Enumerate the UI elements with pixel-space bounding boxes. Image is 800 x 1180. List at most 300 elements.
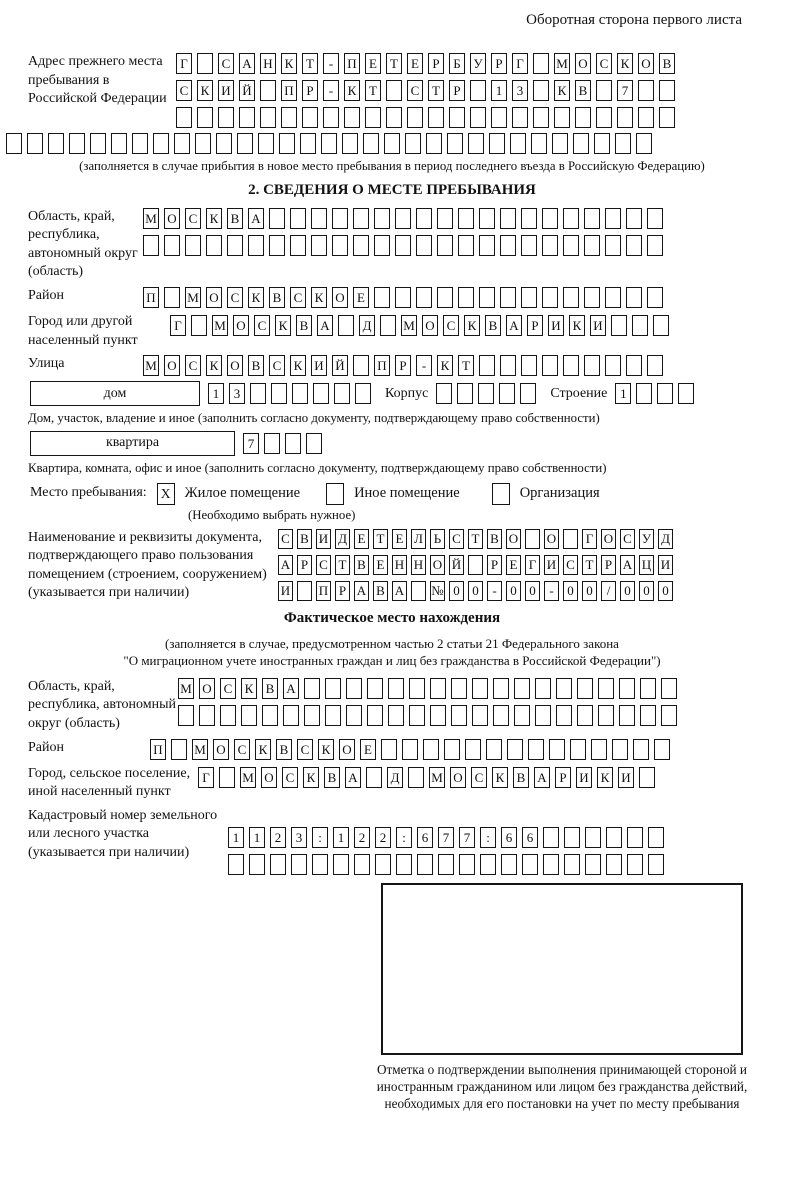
char-box[interactable]: [206, 235, 222, 256]
char-box[interactable]: [216, 133, 232, 154]
char-box[interactable]: Т: [386, 53, 402, 74]
char-box[interactable]: [164, 235, 180, 256]
char-box[interactable]: К: [554, 80, 570, 101]
char-box[interactable]: Е: [360, 739, 376, 760]
char-box[interactable]: О: [164, 208, 180, 229]
char-box[interactable]: [447, 133, 463, 154]
char-box[interactable]: О: [199, 678, 215, 699]
char-box[interactable]: [269, 235, 285, 256]
char-box[interactable]: Т: [468, 529, 483, 549]
char-box[interactable]: [480, 854, 496, 875]
char-box[interactable]: [346, 705, 362, 726]
char-box[interactable]: [374, 208, 390, 229]
char-box[interactable]: [654, 739, 670, 760]
char-box[interactable]: [648, 854, 664, 875]
char-box[interactable]: [250, 383, 266, 404]
char-box[interactable]: М: [429, 767, 445, 788]
char-box[interactable]: [237, 133, 253, 154]
char-box[interactable]: [512, 107, 528, 128]
char-box[interactable]: [598, 678, 614, 699]
char-box[interactable]: [437, 208, 453, 229]
char-box[interactable]: [605, 355, 621, 376]
char-box[interactable]: [612, 739, 628, 760]
char-box[interactable]: [521, 287, 537, 308]
char-box[interactable]: И: [311, 355, 327, 376]
char-box[interactable]: [521, 355, 537, 376]
char-box[interactable]: [478, 383, 494, 404]
char-box[interactable]: [458, 287, 474, 308]
char-box[interactable]: [522, 854, 538, 875]
char-box[interactable]: Р: [601, 555, 616, 575]
char-box[interactable]: О: [339, 739, 355, 760]
char-box[interactable]: О: [233, 315, 249, 336]
char-box[interactable]: [176, 107, 192, 128]
char-box[interactable]: Д: [335, 529, 350, 549]
char-box[interactable]: М: [192, 739, 208, 760]
char-box[interactable]: [333, 854, 349, 875]
char-box[interactable]: [269, 208, 285, 229]
char-box[interactable]: [472, 705, 488, 726]
char-box[interactable]: [619, 678, 635, 699]
char-box[interactable]: [313, 383, 329, 404]
char-box[interactable]: [344, 107, 360, 128]
char-box[interactable]: [535, 678, 551, 699]
char-box[interactable]: [191, 315, 207, 336]
char-box[interactable]: [479, 355, 495, 376]
char-box[interactable]: 1: [228, 827, 244, 848]
char-box[interactable]: Р: [297, 555, 312, 575]
char-box[interactable]: [500, 235, 516, 256]
char-box[interactable]: А: [392, 581, 407, 601]
char-box[interactable]: [409, 705, 425, 726]
char-box[interactable]: [428, 107, 444, 128]
char-box[interactable]: [627, 854, 643, 875]
char-box[interactable]: -: [323, 80, 339, 101]
char-box[interactable]: [241, 705, 257, 726]
char-box[interactable]: 3: [229, 383, 245, 404]
char-box[interactable]: [640, 705, 656, 726]
char-box[interactable]: [69, 133, 85, 154]
char-box[interactable]: О: [506, 529, 521, 549]
char-box[interactable]: -: [487, 581, 502, 601]
char-box[interactable]: [457, 383, 473, 404]
char-box[interactable]: [342, 133, 358, 154]
char-box[interactable]: [501, 854, 517, 875]
char-box[interactable]: У: [470, 53, 486, 74]
char-box[interactable]: П: [143, 287, 159, 308]
char-box[interactable]: [302, 107, 318, 128]
char-box[interactable]: [332, 235, 348, 256]
char-box[interactable]: [174, 133, 190, 154]
char-box[interactable]: [6, 133, 22, 154]
char-box[interactable]: [596, 107, 612, 128]
char-box[interactable]: М: [401, 315, 417, 336]
char-box[interactable]: -: [544, 581, 559, 601]
char-box[interactable]: 0: [449, 581, 464, 601]
char-box[interactable]: Д: [658, 529, 673, 549]
char-box[interactable]: 6: [501, 827, 517, 848]
char-box[interactable]: 0: [506, 581, 521, 601]
char-box[interactable]: [472, 678, 488, 699]
char-box[interactable]: С: [407, 80, 423, 101]
char-box[interactable]: Р: [487, 555, 502, 575]
char-box[interactable]: [533, 53, 549, 74]
char-box[interactable]: [185, 235, 201, 256]
char-box[interactable]: М: [185, 287, 201, 308]
char-box[interactable]: [577, 705, 593, 726]
char-box[interactable]: К: [464, 315, 480, 336]
char-box[interactable]: К: [344, 80, 360, 101]
char-box[interactable]: В: [485, 315, 501, 336]
char-box[interactable]: Б: [449, 53, 465, 74]
char-box[interactable]: [556, 678, 572, 699]
char-box[interactable]: 6: [417, 827, 433, 848]
char-box[interactable]: [648, 827, 664, 848]
char-box[interactable]: [171, 739, 187, 760]
char-box[interactable]: И: [316, 529, 331, 549]
char-box[interactable]: [617, 107, 633, 128]
char-box[interactable]: [321, 133, 337, 154]
char-box[interactable]: Т: [365, 80, 381, 101]
char-box[interactable]: [48, 133, 64, 154]
char-box[interactable]: Й: [449, 555, 464, 575]
char-box[interactable]: С: [449, 529, 464, 549]
char-box[interactable]: В: [373, 581, 388, 601]
char-box[interactable]: Г: [512, 53, 528, 74]
char-box[interactable]: [500, 355, 516, 376]
char-box[interactable]: [533, 107, 549, 128]
char-box[interactable]: А: [345, 767, 361, 788]
char-box[interactable]: С: [176, 80, 192, 101]
char-box[interactable]: Н: [411, 555, 426, 575]
char-box[interactable]: [514, 705, 530, 726]
char-box[interactable]: [636, 133, 652, 154]
char-box[interactable]: [638, 107, 654, 128]
char-box[interactable]: П: [150, 739, 166, 760]
char-box[interactable]: [417, 854, 433, 875]
char-box[interactable]: [491, 107, 507, 128]
char-box[interactable]: Й: [332, 355, 348, 376]
char-box[interactable]: [388, 678, 404, 699]
char-box[interactable]: С: [218, 53, 234, 74]
char-box[interactable]: О: [206, 287, 222, 308]
char-box[interactable]: [552, 133, 568, 154]
char-box[interactable]: [353, 208, 369, 229]
char-box[interactable]: [533, 80, 549, 101]
char-box[interactable]: [386, 80, 402, 101]
char-box[interactable]: [479, 208, 495, 229]
char-box[interactable]: [227, 235, 243, 256]
char-box[interactable]: [219, 767, 235, 788]
char-box[interactable]: [405, 133, 421, 154]
char-box[interactable]: М: [178, 678, 194, 699]
char-box[interactable]: -: [323, 53, 339, 74]
char-box[interactable]: 0: [658, 581, 673, 601]
char-box[interactable]: [499, 383, 515, 404]
char-box[interactable]: [395, 235, 411, 256]
char-box[interactable]: [297, 581, 312, 601]
char-box[interactable]: К: [197, 80, 213, 101]
char-box[interactable]: [354, 854, 370, 875]
char-box[interactable]: С: [185, 208, 201, 229]
char-box[interactable]: 7: [617, 80, 633, 101]
char-box[interactable]: 0: [468, 581, 483, 601]
char-box[interactable]: А: [283, 678, 299, 699]
char-box[interactable]: [615, 133, 631, 154]
char-box[interactable]: С: [185, 355, 201, 376]
char-box[interactable]: С: [254, 315, 270, 336]
char-box[interactable]: К: [206, 208, 222, 229]
char-box[interactable]: [468, 133, 484, 154]
char-box[interactable]: Г: [198, 767, 214, 788]
char-box[interactable]: [388, 705, 404, 726]
char-box[interactable]: 1: [249, 827, 265, 848]
char-box[interactable]: 7: [438, 827, 454, 848]
char-box[interactable]: [304, 678, 320, 699]
char-box[interactable]: [564, 827, 580, 848]
char-box[interactable]: [470, 80, 486, 101]
char-box[interactable]: У: [639, 529, 654, 549]
char-box[interactable]: И: [218, 80, 234, 101]
char-box[interactable]: [563, 355, 579, 376]
residential-checkbox[interactable]: X: [157, 483, 175, 505]
char-box[interactable]: [386, 107, 402, 128]
char-box[interactable]: И: [544, 555, 559, 575]
char-box[interactable]: С: [563, 555, 578, 575]
char-box[interactable]: К: [492, 767, 508, 788]
char-box[interactable]: В: [262, 678, 278, 699]
char-box[interactable]: Г: [176, 53, 192, 74]
char-box[interactable]: [153, 133, 169, 154]
char-box[interactable]: [416, 287, 432, 308]
char-box[interactable]: Т: [335, 555, 350, 575]
char-box[interactable]: Т: [582, 555, 597, 575]
char-box[interactable]: Т: [302, 53, 318, 74]
char-box[interactable]: [325, 705, 341, 726]
char-box[interactable]: [659, 80, 675, 101]
char-box[interactable]: Т: [428, 80, 444, 101]
char-box[interactable]: Р: [428, 53, 444, 74]
char-box[interactable]: [366, 767, 382, 788]
char-box[interactable]: [436, 383, 452, 404]
char-box[interactable]: Р: [555, 767, 571, 788]
char-box[interactable]: [626, 208, 642, 229]
char-box[interactable]: [426, 133, 442, 154]
char-box[interactable]: [468, 555, 483, 575]
char-box[interactable]: [493, 678, 509, 699]
char-box[interactable]: 2: [354, 827, 370, 848]
char-box[interactable]: С: [316, 555, 331, 575]
char-box[interactable]: [283, 705, 299, 726]
char-box[interactable]: [542, 287, 558, 308]
char-box[interactable]: [248, 235, 264, 256]
char-box[interactable]: [563, 529, 578, 549]
char-box[interactable]: [143, 235, 159, 256]
char-box[interactable]: [542, 235, 558, 256]
char-box[interactable]: 0: [639, 581, 654, 601]
char-box[interactable]: [626, 355, 642, 376]
char-box[interactable]: И: [618, 767, 634, 788]
char-box[interactable]: -: [416, 355, 432, 376]
char-box[interactable]: С: [227, 287, 243, 308]
char-box[interactable]: [591, 739, 607, 760]
char-box[interactable]: [449, 107, 465, 128]
char-box[interactable]: [195, 133, 211, 154]
char-box[interactable]: [596, 80, 612, 101]
char-box[interactable]: [507, 739, 523, 760]
char-box[interactable]: А: [506, 315, 522, 336]
char-box[interactable]: О: [332, 287, 348, 308]
char-box[interactable]: [647, 355, 663, 376]
char-box[interactable]: [563, 287, 579, 308]
char-box[interactable]: Е: [365, 53, 381, 74]
char-box[interactable]: [384, 133, 400, 154]
char-box[interactable]: С: [596, 53, 612, 74]
char-box[interactable]: 1: [208, 383, 224, 404]
char-box[interactable]: К: [303, 767, 319, 788]
char-box[interactable]: П: [281, 80, 297, 101]
char-box[interactable]: [381, 739, 397, 760]
char-box[interactable]: 0: [563, 581, 578, 601]
char-box[interactable]: К: [311, 287, 327, 308]
char-box[interactable]: [407, 107, 423, 128]
char-box[interactable]: [521, 235, 537, 256]
char-box[interactable]: К: [255, 739, 271, 760]
char-box[interactable]: [430, 678, 446, 699]
char-box[interactable]: А: [248, 208, 264, 229]
char-box[interactable]: О: [638, 53, 654, 74]
char-box[interactable]: [514, 678, 530, 699]
other-premises-checkbox[interactable]: [326, 483, 344, 505]
char-box[interactable]: [260, 107, 276, 128]
char-box[interactable]: [584, 208, 600, 229]
char-box[interactable]: [444, 739, 460, 760]
char-box[interactable]: :: [480, 827, 496, 848]
char-box[interactable]: [90, 133, 106, 154]
char-box[interactable]: [279, 133, 295, 154]
char-box[interactable]: :: [312, 827, 328, 848]
char-box[interactable]: [606, 827, 622, 848]
char-box[interactable]: С: [269, 355, 285, 376]
char-box[interactable]: [584, 287, 600, 308]
char-box[interactable]: М: [554, 53, 570, 74]
char-box[interactable]: [306, 433, 322, 454]
char-box[interactable]: [543, 827, 559, 848]
char-box[interactable]: М: [143, 208, 159, 229]
char-box[interactable]: [325, 678, 341, 699]
char-box[interactable]: Г: [582, 529, 597, 549]
char-box[interactable]: [465, 739, 481, 760]
apartment-type-box[interactable]: квартира: [30, 431, 235, 456]
char-box[interactable]: [365, 107, 381, 128]
char-box[interactable]: В: [276, 739, 292, 760]
char-box[interactable]: [220, 705, 236, 726]
char-box[interactable]: [542, 355, 558, 376]
char-box[interactable]: А: [534, 767, 550, 788]
char-box[interactable]: [353, 355, 369, 376]
char-box[interactable]: О: [261, 767, 277, 788]
char-box[interactable]: [332, 208, 348, 229]
char-box[interactable]: [402, 739, 418, 760]
char-box[interactable]: И: [590, 315, 606, 336]
char-box[interactable]: Д: [387, 767, 403, 788]
char-box[interactable]: [285, 433, 301, 454]
char-box[interactable]: [437, 235, 453, 256]
char-box[interactable]: [500, 208, 516, 229]
char-box[interactable]: [197, 53, 213, 74]
char-box[interactable]: В: [297, 529, 312, 549]
char-box[interactable]: №: [430, 581, 445, 601]
char-box[interactable]: И: [548, 315, 564, 336]
char-box[interactable]: [271, 383, 287, 404]
char-box[interactable]: [132, 133, 148, 154]
char-box[interactable]: [636, 383, 652, 404]
char-box[interactable]: [458, 208, 474, 229]
char-box[interactable]: [619, 705, 635, 726]
char-box[interactable]: [605, 287, 621, 308]
char-box[interactable]: [300, 133, 316, 154]
char-box[interactable]: [543, 854, 559, 875]
char-box[interactable]: С: [220, 678, 236, 699]
char-box[interactable]: Ц: [639, 555, 654, 575]
char-box[interactable]: [525, 529, 540, 549]
char-box[interactable]: [535, 705, 551, 726]
char-box[interactable]: [563, 208, 579, 229]
char-box[interactable]: М: [143, 355, 159, 376]
char-box[interactable]: 6: [522, 827, 538, 848]
char-box[interactable]: [489, 133, 505, 154]
char-box[interactable]: [554, 107, 570, 128]
char-box[interactable]: [661, 705, 677, 726]
char-box[interactable]: [639, 767, 655, 788]
char-box[interactable]: [626, 235, 642, 256]
char-box[interactable]: К: [617, 53, 633, 74]
char-box[interactable]: [311, 208, 327, 229]
char-box[interactable]: [218, 107, 234, 128]
char-box[interactable]: [632, 315, 648, 336]
char-box[interactable]: [594, 133, 610, 154]
char-box[interactable]: [606, 854, 622, 875]
char-box[interactable]: [521, 208, 537, 229]
char-box[interactable]: [395, 287, 411, 308]
char-box[interactable]: [564, 854, 580, 875]
char-box[interactable]: Г: [525, 555, 540, 575]
char-box[interactable]: [290, 235, 306, 256]
char-box[interactable]: [500, 287, 516, 308]
char-box[interactable]: [577, 678, 593, 699]
char-box[interactable]: [647, 208, 663, 229]
char-box[interactable]: В: [269, 287, 285, 308]
char-box[interactable]: [111, 133, 127, 154]
char-box[interactable]: К: [275, 315, 291, 336]
char-box[interactable]: О: [430, 555, 445, 575]
char-box[interactable]: [573, 133, 589, 154]
char-box[interactable]: [312, 854, 328, 875]
char-box[interactable]: 1: [615, 383, 631, 404]
char-box[interactable]: [598, 705, 614, 726]
char-box[interactable]: И: [576, 767, 592, 788]
char-box[interactable]: А: [317, 315, 333, 336]
char-box[interactable]: П: [374, 355, 390, 376]
char-box[interactable]: [355, 383, 371, 404]
char-box[interactable]: [638, 80, 654, 101]
char-box[interactable]: [380, 315, 396, 336]
char-box[interactable]: [311, 235, 327, 256]
char-box[interactable]: Е: [353, 287, 369, 308]
char-box[interactable]: К: [318, 739, 334, 760]
char-box[interactable]: С: [471, 767, 487, 788]
char-box[interactable]: [178, 705, 194, 726]
